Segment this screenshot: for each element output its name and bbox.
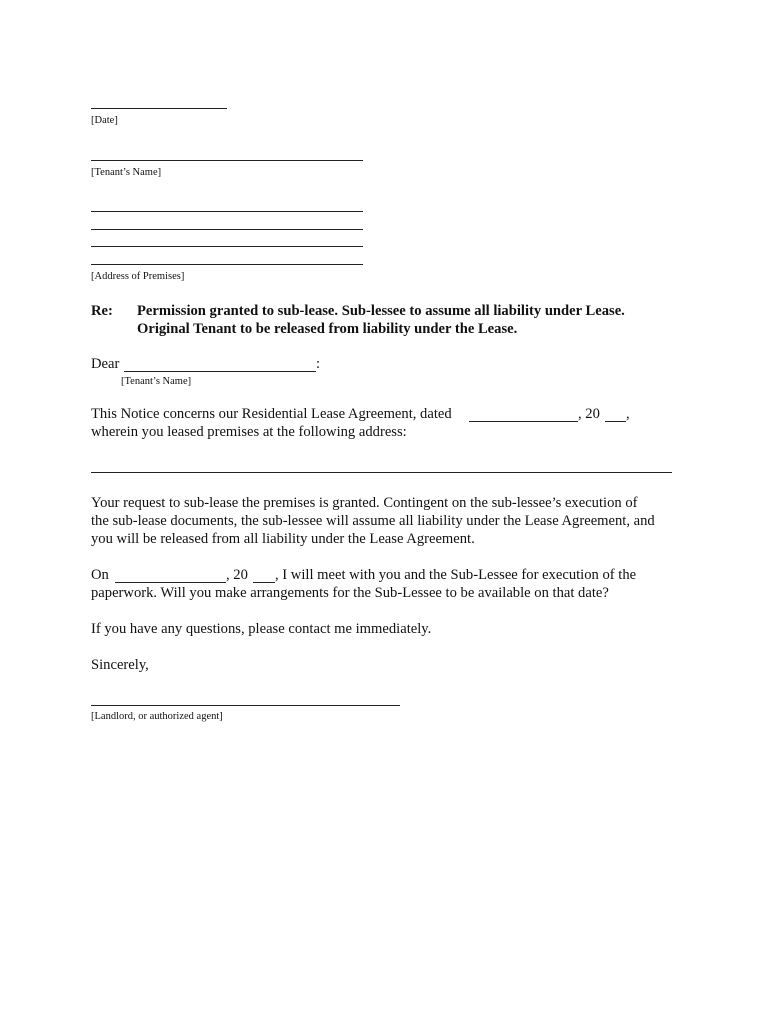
address-blank-line-3[interactable] [91, 246, 363, 247]
signature-label: [Landlord, or authorized agent] [91, 711, 223, 722]
meeting-line-1-rest: , I will meet with you and the Sub-Lessee for execution of the [275, 567, 637, 583]
dear-text: Dear [91, 356, 120, 372]
tenant-name-label: [Tenant’s Name] [91, 167, 162, 178]
request-line-3: you will be released from all liability under the Lease Agreement. [91, 531, 475, 547]
meeting-date-blank[interactable] [115, 582, 226, 583]
notice-line-2: wherein you leased premises at the following address: [91, 424, 407, 440]
address-label: [Address of Premises] [91, 271, 185, 282]
salutation-tenant-name-label: [Tenant’s Name] [121, 376, 192, 387]
meeting-line-2: paperwork. Will you make arrangements for the Sub-Lessee to be available on that date? [91, 585, 609, 601]
re-label: Re: [91, 303, 113, 319]
address-blank-line-4[interactable] [91, 264, 363, 265]
lease-year-blank[interactable] [605, 421, 626, 422]
meeting-year-blank[interactable] [253, 582, 275, 583]
lease-date-blank[interactable] [469, 421, 578, 422]
notice-line-1-year-prefix: , 20 [578, 406, 600, 422]
address-blank-line-2[interactable] [91, 229, 363, 230]
request-line-2: the sub-lease documents, the sub-lessee will assume all liability under the Lease Agreement, and [91, 513, 655, 529]
date-blank-line[interactable] [91, 108, 227, 109]
date-label: [Date] [91, 115, 118, 126]
subject-line-2: Original Tenant to be released from liability under the Lease. [137, 321, 518, 337]
notice-line-1-comma: , [626, 406, 630, 422]
request-line-1: Your request to sub-lease the premises is granted. Contingent on the sub-lessee’s execution of [91, 495, 638, 511]
subject-line-1: Permission granted to sub-lease. Sub-lessee to assume all liability under Lease. [137, 303, 625, 319]
questions-line: If you have any questions, please contact me immediately. [91, 621, 432, 637]
meeting-line-1-year-prefix: , 20 [226, 567, 248, 583]
meeting-line-1-start: On [91, 567, 109, 583]
sincerely-text: Sincerely, [91, 657, 149, 673]
premises-address-blank-line[interactable] [91, 472, 672, 473]
notice-line-1-start: This Notice concerns our Residential Lease Agreement, dated [91, 406, 452, 422]
tenant-name-blank-line[interactable] [91, 160, 363, 161]
salutation-colon: : [316, 356, 321, 372]
address-blank-line-1[interactable] [91, 211, 363, 212]
signature-blank-line[interactable] [91, 705, 400, 706]
salutation-name-blank[interactable] [124, 371, 316, 372]
